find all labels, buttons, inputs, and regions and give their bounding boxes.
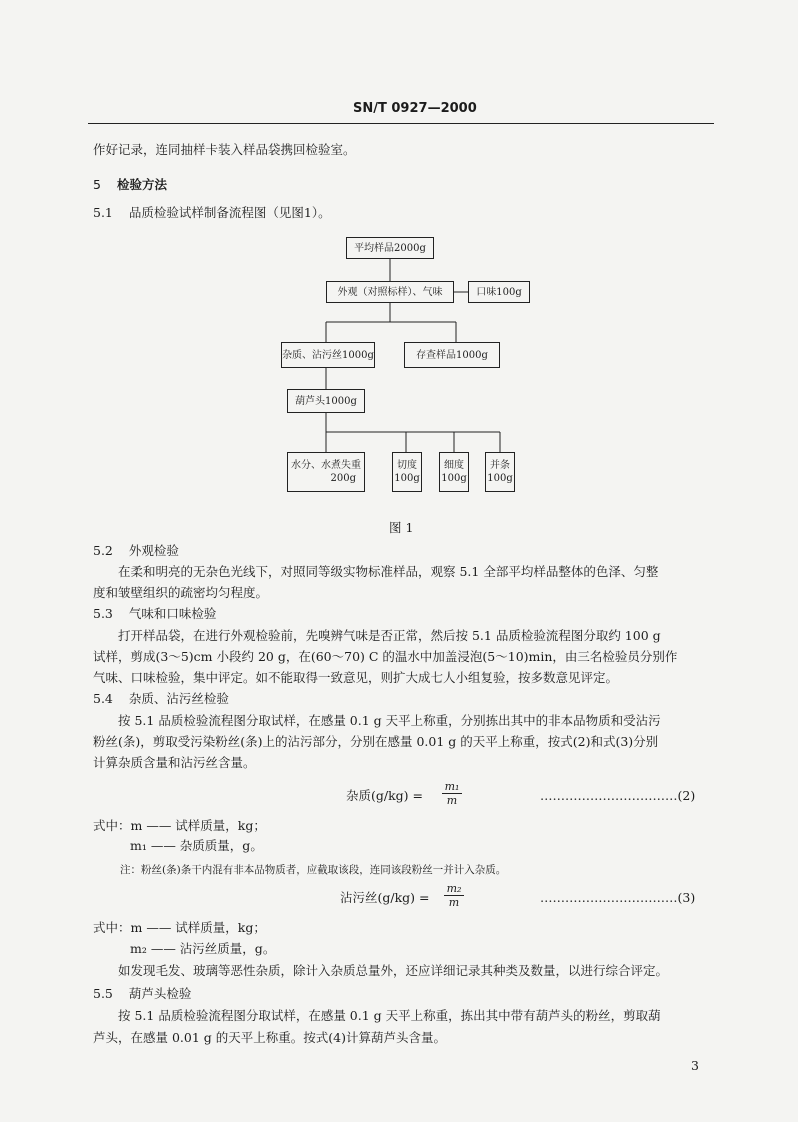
formula-2-where-m: 式中：m —— 试样质量，kg； [93,818,266,833]
s5-2-title: 外观检验 [128,543,179,558]
standard-code-header: SN/T 0927—2000 [353,101,477,116]
formula-2-tag: ……………………………(2) [540,788,696,803]
formula-3-fraction [444,882,464,909]
s5-2-number: 5.2 [93,543,113,558]
moisture-weight: 200g [330,473,356,484]
flow-box-impurity: 杂质、沾污丝1000g [281,342,375,368]
s5-2-heading [93,543,179,559]
s5-3-line2: 试样，剪成(3～5)cm 小段约 20 g，在(60～70) C 的温水中加盖浸泡(5～10)min，由三名检验员分别作 [93,649,678,664]
s5-4-heading [93,691,229,707]
formula-3-denominator: m [444,895,464,909]
section-number: 5 [93,177,101,192]
flow-box-moisture [287,452,365,492]
formula-2-numerator: m₁ [444,780,460,793]
s5-1-number: 5.1 [93,205,113,220]
flow-box-cut [392,452,422,492]
formula-3-where-m2: m₂ —— 沾污丝质量，g。 [130,941,276,956]
s5-1-text: 品质检验试样制备流程图（见图1）。 [128,205,331,220]
flow-box-gourd-head: 葫芦头1000g [287,389,365,413]
s5-3-number: 5.3 [93,606,113,621]
flow-box-reserve: 存查样品1000g [404,342,500,368]
flow-box-taste: 口味100g [468,281,530,303]
formula-3-tag: ……………………………(3) [540,890,696,905]
s5-4-number: 5.4 [93,691,113,706]
s5-2-line2: 度和皱壁组织的疏密均匀程度。 [93,585,269,600]
fineness-weight: 100g [441,473,467,484]
s5-4-extra: 如发现毛发、玻璃等恶性杂质，除计入杂质总量外，还应详细记录其种类及数量，以进行综合评定。 [118,963,669,978]
formula-2-denominator: m [442,793,462,807]
cut-label: 切度 [397,460,417,471]
cut-weight: 100g [394,473,420,484]
formula-2-where-m1: m₁ —— 杂质质量，g。 [130,838,263,853]
formula-3-numerator: m₂ [446,882,462,895]
moisture-label: 水分、水煮失重 [291,460,361,471]
s5-5-number: 5.5 [93,986,113,1001]
flow-box-average-sample: 平均样品2000g [346,237,434,259]
s5-5-heading [93,986,191,1002]
joint-label: 并条 [490,460,510,471]
formula-3-lhs: 沾污丝(g/kg) = [340,890,430,905]
flow-box-joint [485,452,515,492]
flow-box-appearance: 外观（对照标样）、气味 [326,281,454,303]
formula-2-fraction [442,780,462,807]
figure-caption: 图 1 [389,520,414,535]
page-number: 3 [691,1058,699,1073]
s5-3-heading [93,606,216,622]
s5-5-line2: 芦头，在感量 0.01 g 的天平上称重。按式(4)计算葫芦头含量。 [93,1030,446,1045]
formula-2-lhs: 杂质(g/kg) = [346,788,423,803]
s5-4-line3: 计算杂质含量和沾污丝含量。 [93,755,256,770]
s5-2-line1: 在柔和明亮的无杂色光线下，对照同等级实物标准样品，观察 5.1 全部平均样品整体的色泽、匀整 [118,564,659,579]
flow-box-fineness [439,452,469,492]
s5-4-title: 杂质、沾污丝检验 [128,691,229,706]
intro-line: 作好记录，连同抽样卡装入样品袋携回检验室。 [93,142,356,157]
flowchart-connectors [0,0,798,520]
fineness-label: 细度 [444,460,464,471]
section-title: 检验方法 [116,177,167,192]
joint-weight: 100g [487,473,513,484]
s5-5-title: 葫芦头检验 [128,986,192,1001]
s5-3-title: 气味和口味检验 [128,606,217,621]
s5-5-line1: 按 5.1 品质检验流程图分取试样，在感量 0.1 g 天平上称重，拣出其中带有葫芦头的粉丝，剪取葫 [118,1008,661,1023]
s5-3-line1: 打开样品袋，在进行外观检验前，先嗅辨气味是否正常，然后按 5.1 品质检验流程图分取约 100 g [118,628,661,643]
s5-4-line2: 粉丝(条)，剪取受污染粉丝(条)上的沾污部分，分别在感量 0.01 g 的天平上称重，按式(2)和式(3)分别 [93,734,659,749]
s5-4-line1: 按 5.1 品质检验流程图分取试样，在感量 0.1 g 天平上称重，分别拣出其中的非本品物质和受沾污 [118,713,661,728]
formula-3-where-m: 式中：m —— 试样质量，kg； [93,920,266,935]
formula-note: 注：粉丝(条)条干内混有非本品物质者，应截取该段，连同该段粉丝一并计入杂质。 [120,864,507,876]
s5-3-line3: 气味、口味检验，集中评定。如不能取得一致意见，则扩大成七人小组复验，按多数意见评定。 [93,670,619,685]
